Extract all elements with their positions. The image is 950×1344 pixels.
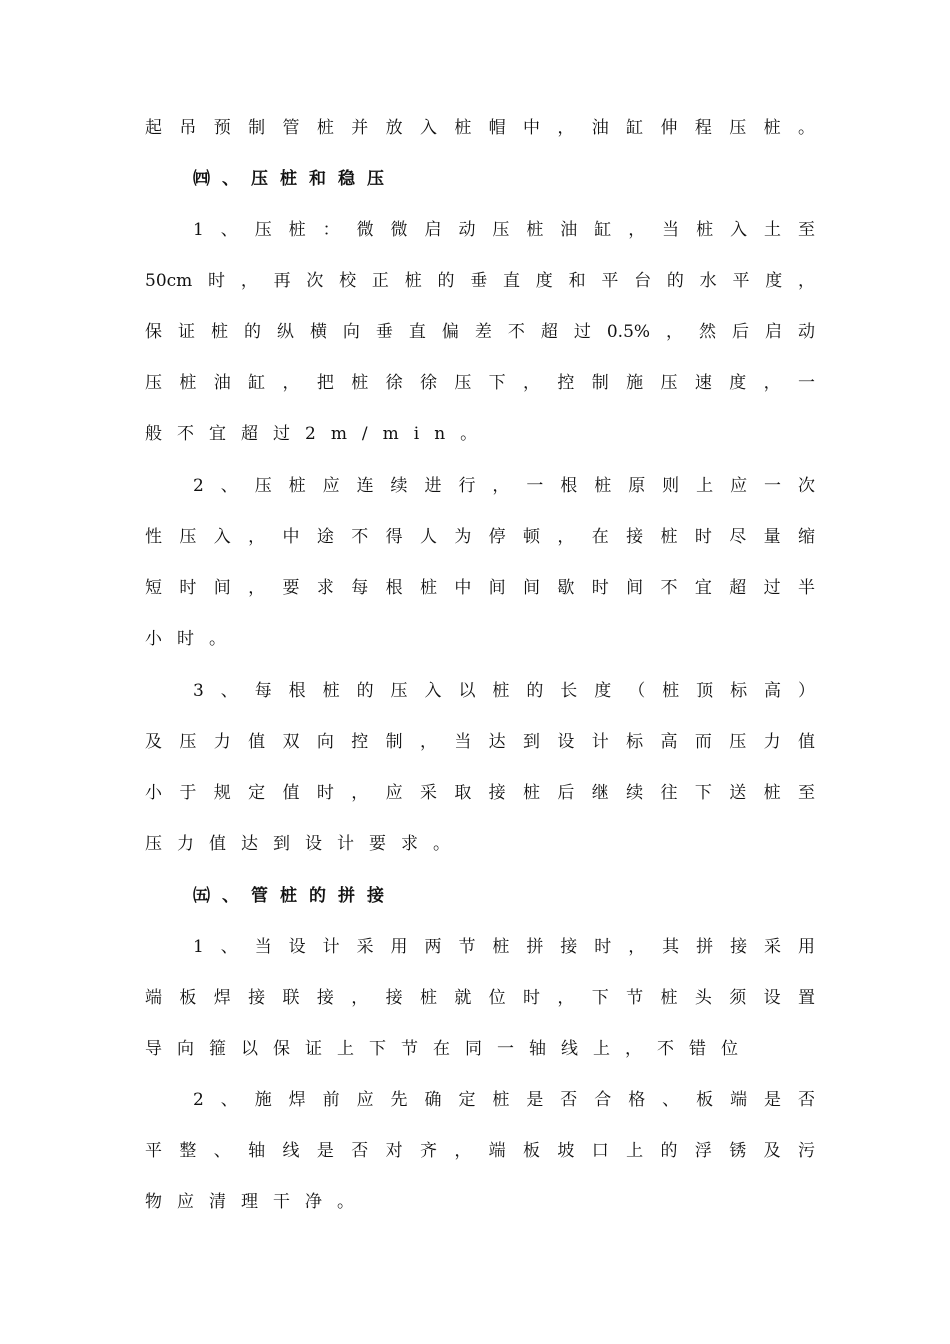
text-line: 2、压桩应连续进行，一根桩原则上应一次 <box>193 476 815 496</box>
text-line: 1、压桩：微微启动压桩油缸，当桩入土至 <box>193 220 815 240</box>
text-line: 小时。 <box>145 629 241 649</box>
text-line: 般不宜超过2m/min。 <box>145 424 493 444</box>
text-line: 起吊预制管桩并放入桩帽中，油缸伸程压桩。 <box>145 118 815 138</box>
text-line: 1、当设计采用两节桩拼接时，其拼接采用 <box>193 937 815 957</box>
text-line: 短时间，要求每根桩中间间歇时间不宜超过半 <box>145 578 815 598</box>
text-line: 压桩油缸，把桩徐徐压下，控制施压速度，一 <box>145 373 815 393</box>
text-line: 物应清理干净。 <box>145 1192 369 1212</box>
text-line: 50cm时，再次校正桩的垂直度和平台的水平度， <box>145 271 815 291</box>
text-line: 2、施焊前应先确定桩是否合格、板端是否 <box>193 1090 815 1110</box>
text-line: 端板焊接联接，接桩就位时，下节桩头须设置 <box>145 988 815 1008</box>
text-line: 压力值达到设计要求。 <box>145 834 465 854</box>
text-line: 导向箍以保证上下节在同一轴线上，不错位 <box>145 1039 753 1059</box>
section-heading-5: ㈤、管桩的拼接 <box>193 886 396 906</box>
text-line: 3、每根桩的压入以桩的长度（桩顶标高） <box>193 681 815 701</box>
text-line: 性压入，中途不得人为停顿，在接桩时尽量缩 <box>145 527 815 547</box>
text-line: 保证桩的纵横向垂直偏差不超过0.5%，然后启动 <box>145 322 815 342</box>
text-line: 及压力值双向控制，当达到设计标高而压力值 <box>145 732 815 752</box>
section-heading-4: ㈣、压桩和稳压 <box>193 169 396 189</box>
text-line: 平整、轴线是否对齐，端板坡口上的浮锈及污 <box>145 1141 815 1161</box>
text-line: 小于规定值时，应采取接桩后继续往下送桩至 <box>145 783 815 803</box>
